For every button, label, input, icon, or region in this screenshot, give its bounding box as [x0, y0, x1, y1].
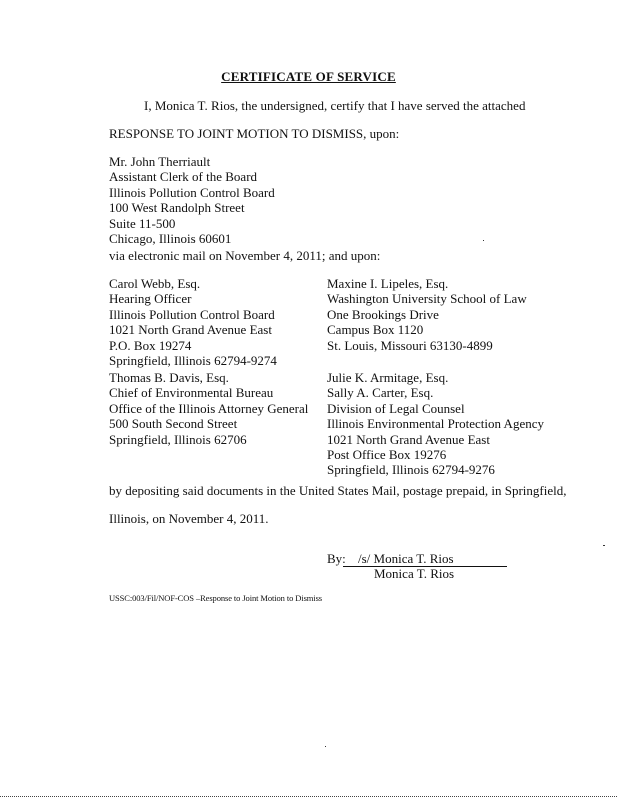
electronic-signature: /s/ Monica T. Rios	[358, 551, 454, 566]
scan-speck	[603, 545, 605, 546]
address-line: Chief of Environmental Bureau	[109, 385, 274, 401]
recipient-address-webb	[109, 276, 277, 368]
address-line: Carol Webb, Esq.	[109, 276, 201, 291]
address-line: Chicago, Illinois 60601	[109, 231, 232, 247]
scan-speck	[483, 240, 484, 241]
address-line: Suite 11-500	[109, 215, 176, 231]
address-line: 100 West Randolph Street	[109, 200, 245, 216]
address-line: Post Office Box 19276	[327, 447, 447, 463]
address-line: P.O. Box 19274	[109, 337, 192, 353]
address-line: Illinois Environmental Protection Agency	[327, 416, 544, 432]
service-method-line: via electronic mail on November 4, 2011; and upon:	[109, 248, 381, 263]
scan-speck	[325, 746, 326, 747]
address-line: 1021 North Grand Avenue East	[109, 322, 272, 338]
closing-date-line: Illinois, on November 4, 2011.	[109, 511, 269, 526]
first-recipient-address	[109, 154, 275, 246]
recipient-address-armitage-carter	[327, 370, 544, 478]
recipient-address-davis	[109, 370, 308, 447]
address-line: Division of Legal Counsel	[327, 400, 465, 416]
address-line: Office of the Illinois Attorney General	[109, 400, 309, 416]
document-reference-footer: USSC:003/Fil/NOF-COS –Response to Joint Motion to Dismiss	[109, 593, 322, 603]
address-line: Assistant Clerk of the Board	[109, 169, 258, 185]
address-line: Campus Box 1120	[327, 322, 424, 338]
address-line: Springfield, Illinois 62794-9274	[109, 353, 277, 369]
address-line: Maxine I. Lipeles, Esq.	[327, 276, 449, 291]
closing-line: by depositing said documents in the United States Mail, postage prepaid, in Springfield,	[109, 483, 567, 498]
address-line: Sally A. Carter, Esq.	[327, 385, 434, 401]
address-line: Hearing Officer	[109, 291, 192, 307]
address-line: One Brookings Drive	[327, 306, 439, 322]
address-line: Thomas B. Davis, Esq.	[109, 370, 229, 385]
address-line: Illinois Pollution Control Board	[109, 184, 275, 200]
address-line: St. Louis, Missouri 63130-4899	[327, 337, 493, 353]
address-line: Illinois Pollution Control Board	[109, 306, 275, 322]
address-line: Mr. John Therriault	[109, 154, 211, 169]
address-line: Springfield, Illinois 62794-9276	[327, 462, 495, 478]
address-line: 1021 North Grand Avenue East	[327, 431, 490, 447]
document-line: RESPONSE TO JOINT MOTION TO DISMISS, upon:	[109, 126, 400, 141]
recipient-address-lipeles	[327, 276, 527, 353]
address-line: Springfield, Illinois 62706	[109, 431, 247, 447]
intro-text: I, Monica T. Rios, the undersigned, certify that I have served the attached	[144, 98, 526, 113]
address-line: 500 South Second Street	[109, 416, 238, 432]
by-label: By:	[327, 551, 346, 566]
page-title: CERTIFICATE OF SERVICE	[221, 69, 396, 84]
address-line: Julie K. Armitage, Esq.	[327, 370, 449, 385]
address-line: Washington University School of Law	[327, 291, 527, 307]
scan-bottom-edge	[0, 796, 617, 797]
signer-printed-name: Monica T. Rios	[374, 566, 455, 581]
